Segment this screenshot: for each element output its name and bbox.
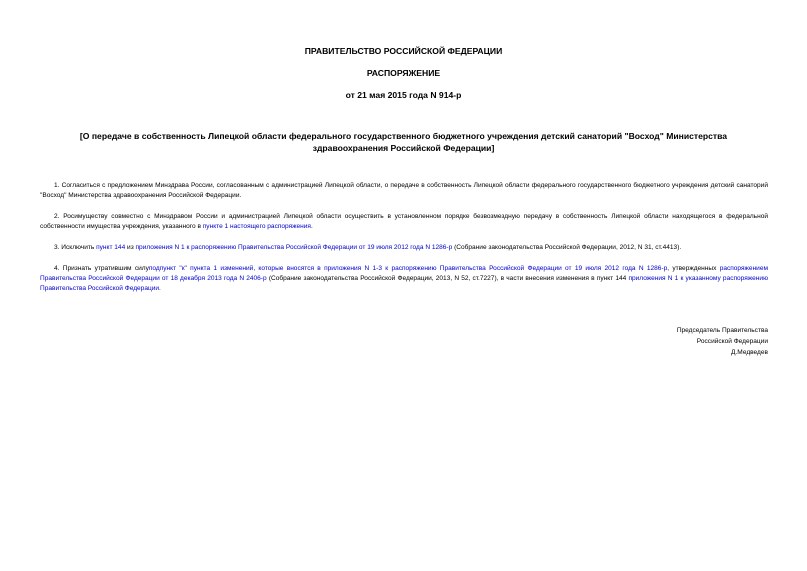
link-appendix-1-order-1286[interactable]: приложения N 1 к распоряжению Правительства Российской Федерации от 19 июля 2012 года N 1286-р	[135, 244, 453, 251]
paragraph-2	[40, 212, 768, 232]
paragraph-3	[40, 243, 768, 253]
paragraph-1-text: 1. Согласиться с предложением Минздрава России, согласованным с администрацией Липецкой области, о передаче в собственность Липецкой области федерального государственного бюджетного учреждения детский санаторий "Восход" Министерства здравоохранения Российской Федерации.	[40, 182, 768, 199]
paragraph-4-start: 4. Признать утратившим силу	[54, 265, 149, 272]
paragraph-3-end: (Собрание законодательства Российской Федерации, 2012, N 31, ст.4413).	[452, 244, 682, 251]
paragraph-4-mid: , утвержденных	[667, 265, 720, 272]
signature-name: Д.Медведев	[731, 349, 768, 356]
paragraph-3-start: 3. Исключить	[54, 244, 97, 251]
document-type: РАСПОРЯЖЕНИЕ	[366, 68, 441, 78]
paragraph-3-mid: из	[125, 244, 136, 251]
paragraph-4-end: .	[159, 285, 161, 292]
paragraph-2-text: 2. Росимуществу совместно с Минздравом России и администрацией Липецкой области осуществить в установленном порядке безвозмездную передачу в собственность Липецкой области находящегося в федеральной собственности имущества учреждения, указанного в	[40, 213, 768, 230]
document-subject: [О передаче в собственность Липецкой области федерального государственного бюджетного учреждения детский санаторий "Восход" Министерства здравоохранения Российской Федерации]	[79, 131, 728, 153]
signature-position: Председатель Правительства	[676, 327, 768, 334]
signature-country: Российской Федерации	[696, 338, 768, 345]
link-order-2406[interactable]: распоряжением Правительства Российской Федерации от 18 декабря 2013 года N 2406-р	[40, 265, 768, 282]
link-point-1[interactable]: пункте 1 настоящего распоряжения	[202, 223, 311, 230]
document-date-number: от 21 мая 2015 года N 914-р	[345, 90, 462, 100]
link-appendix-1-specified-order[interactable]: приложения N 1 к указанному распоряжению Правительства Российской Федерации	[40, 275, 768, 292]
paragraph-4	[40, 264, 768, 294]
government-title: ПРАВИТЕЛЬСТВО РОССИЙСКОЙ ФЕДЕРАЦИИ	[304, 46, 503, 56]
link-point-144[interactable]: пункт 144	[96, 244, 126, 251]
link-subpoint-k[interactable]: подпункт "к" пункта 1 изменений, которые вносятся в приложения N 1-3 к распоряжению Правительства Российской Федерации от 19 июля 2012 года N 1286-р	[148, 265, 668, 272]
paragraph-4-mid2: (Собрание законодательства Российской Федерации, 2013, N 52, ст.7227), в части внесения изменения в пункт 144	[266, 275, 629, 282]
paragraph-1	[40, 181, 768, 201]
paragraph-2-end: .	[310, 223, 313, 230]
signature-block	[677, 325, 768, 358]
